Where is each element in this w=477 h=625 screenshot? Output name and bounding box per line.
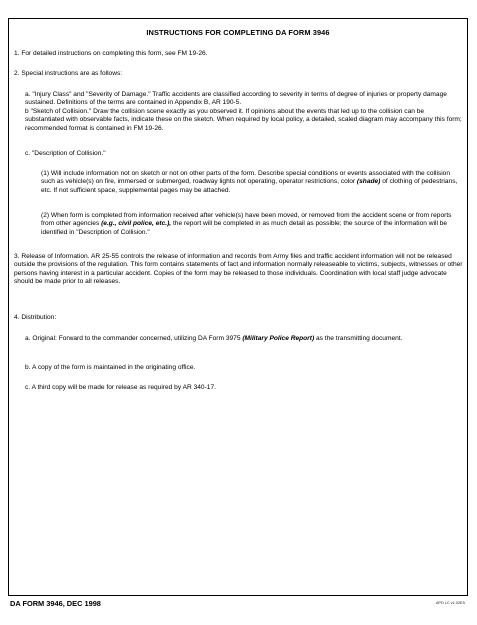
page-title: INSTRUCTIONS FOR COMPLETING DA FORM 3946 — [146, 28, 330, 37]
instruction-2c2-text-end: the report will be completed in as much detail as possible; the source of the information will be identified in "Description of Collision." — [41, 220, 448, 236]
form-number: DA FORM 3946, DEC 1998 — [10, 599, 101, 608]
instruction-2c2-emphasis: (e.g., civil police, etc.), — [101, 220, 172, 228]
instruction-2c2 — [14, 212, 464, 237]
form-frame — [8, 18, 468, 596]
form-version: APD LC v1.02ES — [435, 601, 465, 605]
instruction-2c1-text-end: of clothing of pedestrians, etc. If not sufficient space, supplemental pages may be attached. — [41, 178, 458, 194]
instruction-2c: c. "Description of Collision." — [25, 150, 106, 157]
instruction-4a-text-end: as the transmitting document. — [314, 335, 403, 342]
instruction-2a: a. "Injury Class" and "Severity of Damage." Traffic accidents are classified according to severity in terms of degree of injuries or property damage sustained. Definitions of the terms are contained in Appendix B, AR 190-5. — [25, 91, 447, 107]
instruction-3: 3. Release of Information. AR 25-55 controls the release of information and records from Army files and traffic accident information will not be released outside the provisions of the regulation. This form contains statements of fact and information normally releaseable to victims, subjects, witnesses or other persons having interest in a particular accident. Copies of the form may be released to those individuals. Coordination with local staff judge advocate should be made prior to all releases. — [14, 253, 463, 285]
instruction-2: 2. Special instructions are as follows: — [14, 70, 123, 77]
instruction-4b: b. A copy of the form is maintained in the originating office. — [25, 364, 196, 371]
instruction-4a — [14, 335, 464, 343]
instruction-2c2-text: (2) When form is completed from information received after vehicle(s) have been moved, or removed from the accident scene or from reports from other agencies — [41, 212, 452, 228]
instruction-4c: c. A third copy will be made for release as required by AR 340-17. — [25, 384, 216, 391]
instruction-1: 1. For detailed instructions on completing this form, see FM 19-26. — [14, 50, 208, 57]
instruction-2c1-emphasis: (shade) — [356, 178, 381, 186]
instruction-4: 4. Distribution: — [14, 314, 57, 321]
instruction-4a-emphasis: (Military Police Report) — [242, 335, 315, 342]
instruction-4a-text: a. Original: Forward to the commander concerned, utilizing DA Form 3975 — [25, 335, 243, 342]
instruction-2c1-text: (1) Will include information not on sketch or not on other parts of the form. Describe special conditions or events associated with the collision such as vehicle(s) on fire, immersed or submerged, roadway lights not operating, operator restrictions, color — [41, 170, 451, 186]
instruction-2c1 — [14, 170, 464, 195]
instruction-2b: b "Sketch of Collision." Draw the collision scene exactly as you observed it. If opinions about the events that led up to the collision can be substantiated with observable facts, indicate these on the sketch. When required by local policy, a detailed, scaled diagram may accompany this form; recommended format is contained in FM 19-26. — [25, 108, 462, 132]
